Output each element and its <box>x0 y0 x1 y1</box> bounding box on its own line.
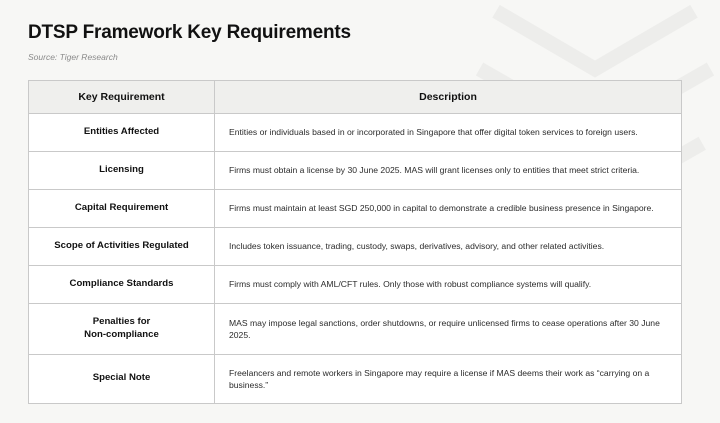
cell-description: Firms must maintain at least SGD 250,000 in capital to demonstrate a credible business presence in Singapore. <box>215 189 682 227</box>
cell-description: Entities or individuals based in or incorporated in Singapore that offer digital token services to foreign users. <box>215 114 682 152</box>
column-header-key-requirement: Key Requirement <box>29 81 215 114</box>
table-row <box>29 189 682 227</box>
cell-description: Firms must obtain a license by 30 June 2025. MAS will grant licenses only to entities that meet strict criteria. <box>215 151 682 189</box>
table-row <box>29 354 682 403</box>
column-header-description: Description <box>215 81 682 114</box>
table-row <box>29 114 682 152</box>
cell-requirement: Penalties for Non-compliance <box>29 303 215 354</box>
table-body <box>29 114 682 404</box>
table-row <box>29 151 682 189</box>
cell-requirement: Compliance Standards <box>29 265 215 303</box>
cell-description: Firms must comply with AML/CFT rules. Only those with robust compliance systems will qualify. <box>215 265 682 303</box>
cell-requirement: Special Note <box>29 354 215 403</box>
requirements-table <box>28 80 682 404</box>
cell-requirement: Licensing <box>29 151 215 189</box>
cell-requirement: Entities Affected <box>29 114 215 152</box>
table-header-row <box>29 81 682 114</box>
table-row <box>29 265 682 303</box>
source-label: Source: Tiger Research <box>28 52 118 62</box>
cell-description: Includes token issuance, trading, custody, swaps, derivatives, advisory, and other related activities. <box>215 227 682 265</box>
cell-description: Freelancers and remote workers in Singapore may require a license if MAS deems their work as “carrying on a business.” <box>215 354 682 403</box>
table-row <box>29 303 682 354</box>
table-row <box>29 227 682 265</box>
cell-requirement: Capital Requirement <box>29 189 215 227</box>
cell-description: MAS may impose legal sanctions, order shutdowns, or require unlicensed firms to cease operations after 30 June 2025. <box>215 303 682 354</box>
cell-requirement: Scope of Activities Regulated <box>29 227 215 265</box>
page-title: DTSP Framework Key Requirements <box>28 22 351 43</box>
